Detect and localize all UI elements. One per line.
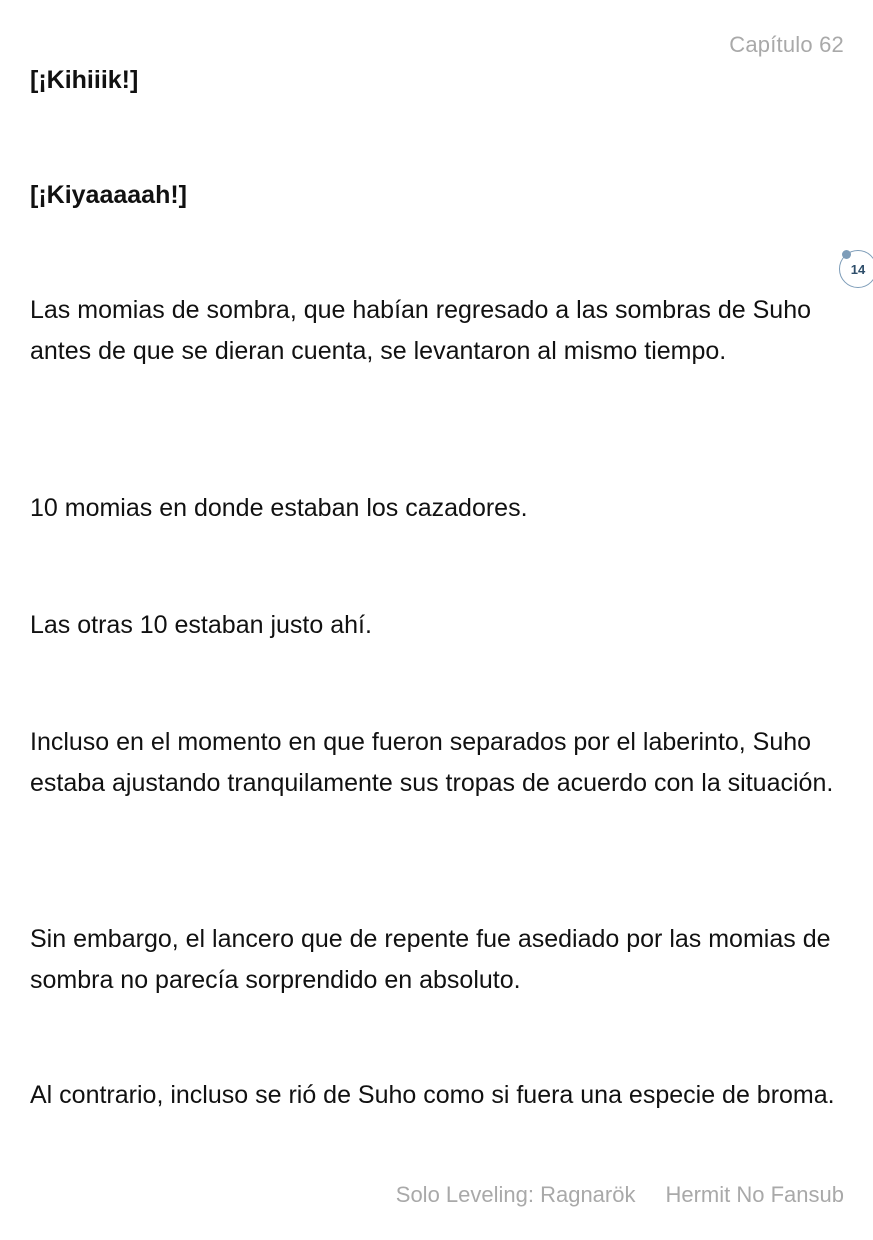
page-number: 14 bbox=[850, 261, 866, 277]
body-paragraph: Sin embargo, el lancero que de repente fue asediado por las momias de sombra no parecía sorprendido en absoluto. bbox=[30, 925, 831, 994]
body-paragraph: Las momias de sombra, que habían regresado a las sombras de Suho antes de que se dieran cuenta, se levantaron al mismo tiempo. bbox=[30, 296, 812, 365]
sound-effect-line: [¡Kihiiik!] bbox=[30, 66, 139, 94]
body-paragraph: Incluso en el momento en que fueron separados por el laberinto, Suho estaba ajustando tranquilamente sus tropas de acuerdo con la situación. bbox=[30, 728, 834, 797]
body-paragraph: 10 momias en donde estaban los cazadores. bbox=[30, 494, 528, 522]
body-paragraph: Las otras 10 estaban justo ahí. bbox=[30, 611, 372, 639]
chapter-label: Capítulo 62 bbox=[729, 32, 844, 57]
footer-credit: Hermit No Fansub bbox=[665, 1182, 844, 1207]
page-footer bbox=[396, 1182, 844, 1208]
sound-effect-line: [¡Kiyaaaaah!] bbox=[30, 181, 187, 209]
footer-title: Solo Leveling: Ragnarök bbox=[395, 1182, 636, 1207]
badge-dot-icon bbox=[842, 250, 851, 259]
body-paragraph: Al contrario, incluso se rió de Suho como si fuera una especie de broma. bbox=[30, 1081, 835, 1109]
